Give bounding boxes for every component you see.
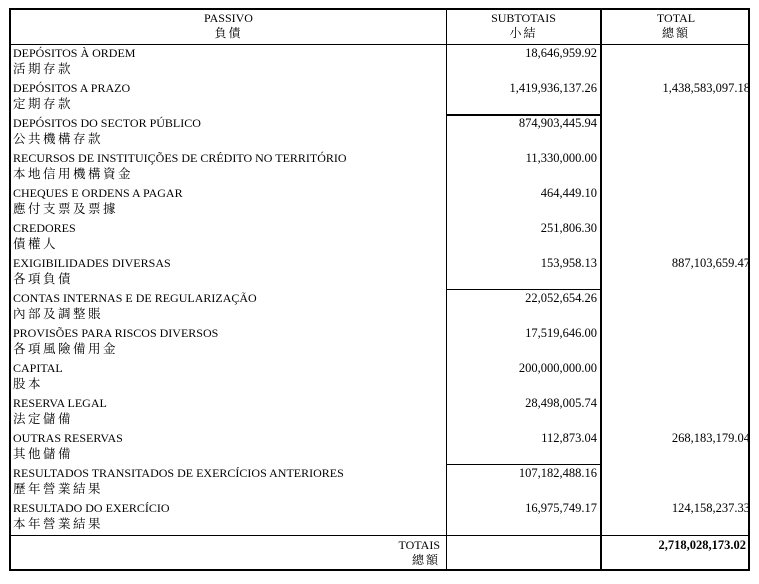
- row-label: RESULTADOS TRANSITADOS DE EXERCÍCIOS ANTERIORES: [13, 466, 344, 480]
- row-label: RECURSOS DE INSTITUIÇÕES DE CRÉDITO NO TERRITÓRIO: [13, 151, 347, 165]
- row-label-zh: 各項風險備用金: [13, 342, 119, 356]
- table-row: [11, 466, 752, 501]
- table-row: [11, 361, 752, 396]
- table-row: [11, 396, 752, 431]
- row-label: RESERVA LEGAL: [13, 396, 107, 410]
- row-label: CONTAS INTERNAS E DE REGULARIZAÇÃO: [13, 291, 257, 305]
- row-total: 268,183,179.04: [671, 431, 750, 445]
- row-label: EXIGIBILIDADES DIVERSAS: [13, 256, 171, 270]
- row-label-zh: 本地信用機構資金: [13, 167, 134, 181]
- row-total: 1,438,583,097.18: [662, 81, 750, 95]
- table-row: [11, 501, 752, 536]
- row-subtotal: 1,419,936,137.26: [509, 81, 597, 95]
- row-subtotal: 22,052,654.26: [525, 291, 597, 305]
- row-subtotal: 874,903,445.94: [518, 116, 597, 130]
- row-label-zh: 內部及調整賬: [13, 307, 104, 321]
- row-label: CHEQUES E ORDENS A PAGAR: [13, 186, 183, 200]
- table-row: [11, 186, 752, 221]
- row-subtotal: 16,975,749.17: [525, 501, 597, 515]
- header-passivo: [11, 11, 446, 41]
- row-label-zh: 法定儲備: [13, 412, 74, 426]
- row-label: RESULTADO DO EXERCÍCIO: [13, 501, 170, 515]
- table-row: [11, 221, 752, 256]
- row-label-zh: 債權人: [13, 237, 59, 251]
- row-label-zh: 股本: [13, 377, 44, 391]
- row-subtotal: 464,449.10: [540, 186, 597, 200]
- header-passivo-label: PASSIVO: [204, 11, 253, 25]
- row-label-zh: 公共機構存款: [13, 132, 104, 146]
- totals-label-pt: TOTAIS: [398, 538, 440, 552]
- header-total-label-zh: 總額: [661, 26, 690, 40]
- header-total-label: TOTAL: [656, 11, 696, 25]
- table-row: [11, 291, 752, 326]
- row-total: 887,103,659.47: [671, 256, 750, 270]
- row-label: PROVISÕES PARA RISCOS DIVERSOS: [13, 326, 219, 340]
- header-total: [602, 11, 750, 41]
- row-label-zh: 歷年營業結果: [13, 482, 104, 496]
- grand-total: 2,718,028,173.02: [658, 538, 746, 552]
- liabilities-table: [9, 8, 750, 571]
- row-label: DEPÓSITOS DO SECTOR PÚBLICO: [13, 116, 201, 130]
- table-row: [11, 116, 752, 151]
- row-label: CAPITAL: [13, 361, 63, 375]
- row-subtotal: 153,958.13: [540, 256, 597, 270]
- header-subtotais-label: SUBTOTAIS: [491, 11, 556, 25]
- row-subtotal: 107,182,488.16: [518, 466, 597, 480]
- table-row: [11, 431, 752, 466]
- row-total: 124,158,237.33: [671, 501, 750, 515]
- row-label: DEPÓSITOS À ORDEM: [13, 46, 136, 60]
- row-label: DEPÓSITOS A PRAZO: [13, 81, 131, 95]
- table-row: [11, 151, 752, 186]
- table-row: [11, 46, 752, 81]
- row-subtotal: 251,806.30: [540, 221, 597, 235]
- row-label-zh: 活期存款: [13, 62, 74, 76]
- row-subtotal: 18,646,959.92: [525, 46, 597, 60]
- row-label-zh: 應付支票及票據: [13, 202, 119, 216]
- row-label: OUTRAS RESERVAS: [13, 431, 123, 445]
- row-subtotal: 11,330,000.00: [525, 151, 597, 165]
- row-subtotal: 200,000,000.00: [518, 361, 597, 375]
- row-subtotal: 28,498,005.74: [525, 396, 597, 410]
- table-row: [11, 81, 752, 116]
- totals-label-zh: 總額: [411, 553, 440, 567]
- table-row: [11, 256, 752, 291]
- header-passivo-label-zh: 負債: [214, 26, 243, 40]
- header-subtotais: [447, 11, 600, 41]
- row-subtotal: 17,519,646.00: [525, 326, 597, 340]
- totals-label: [399, 538, 440, 568]
- row-label-zh: 定期存款: [13, 97, 74, 111]
- row-label: CREDORES: [13, 221, 76, 235]
- row-subtotal: 112,873.04: [541, 431, 597, 445]
- header-divider: [11, 44, 748, 45]
- row-label-zh: 其他儲備: [13, 447, 74, 461]
- row-label-zh: 本年營業結果: [13, 517, 104, 531]
- header-subtotais-label-zh: 小結: [509, 26, 538, 40]
- table-row: [11, 326, 752, 361]
- row-label-zh: 各項負債: [13, 272, 74, 286]
